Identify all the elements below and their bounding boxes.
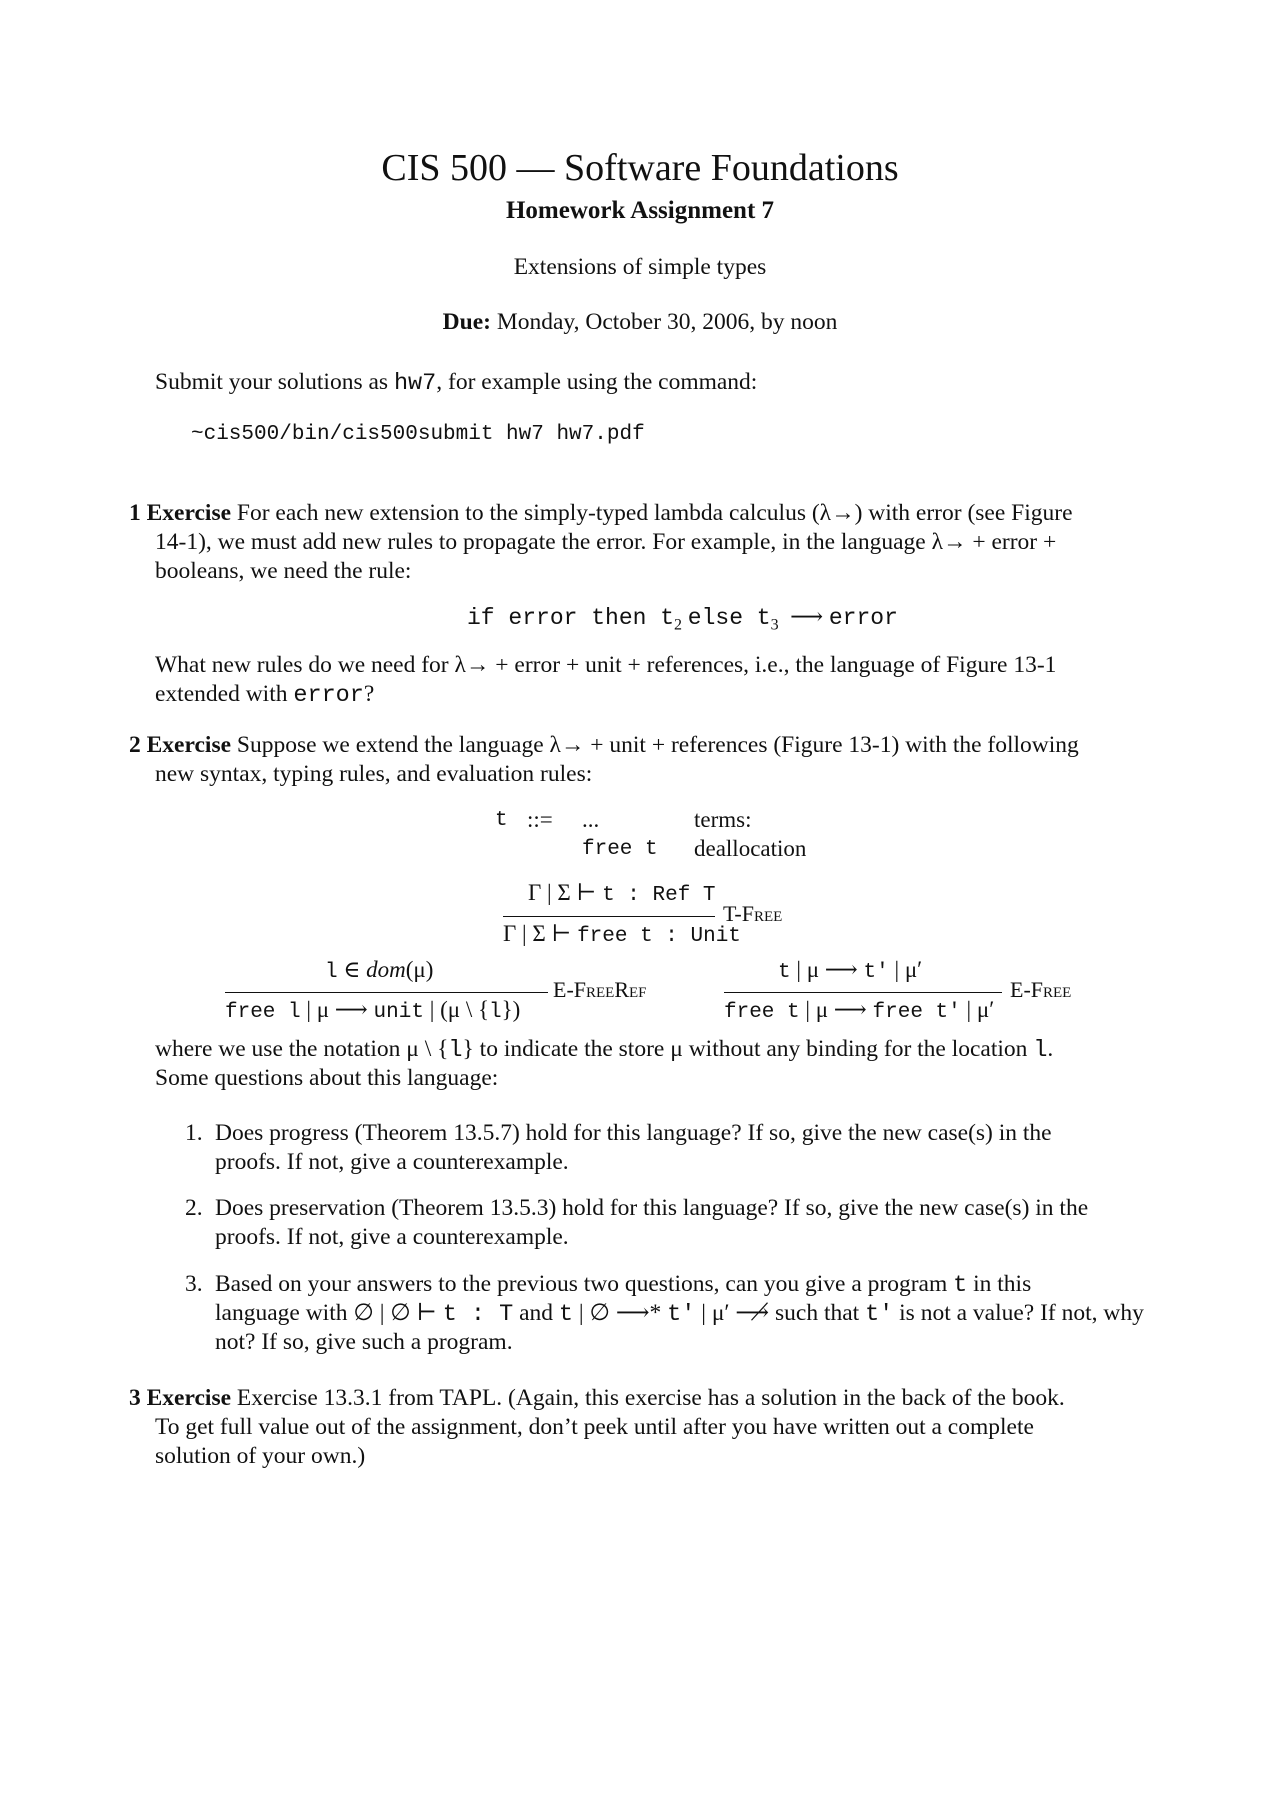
syntax-terms: terms: (694, 807, 752, 832)
exercise-1-question: What new rules do we need for λ→ + error + unit + references, i.e., the language of Figure 13-1 (155, 652, 1057, 678)
due-label: Due: (442, 309, 491, 335)
exercise-1-label: Exercise (146, 500, 232, 526)
inline-code: l (1033, 1037, 1048, 1064)
exercise-1-question (155, 680, 374, 710)
math-code: l (325, 961, 338, 984)
exercise-2-text: Suppose we extend the language λ→ + unit + references (Figure 13-1) with the following (236, 732, 1079, 758)
rule-code: else t (687, 605, 771, 631)
rule-if-error (467, 604, 898, 635)
submit-command: ~cis500/bin/cis500submit hw7 hw7.pdf (191, 423, 645, 446)
math-code: free t (724, 1001, 800, 1024)
math-code: free l (225, 1001, 301, 1024)
math-text: | μ′ (888, 957, 923, 982)
text: where we use the notation μ \ { (155, 1036, 449, 1062)
e-freeref-conclusion (225, 997, 520, 1024)
questions-intro: Some questions about this language: (155, 1065, 499, 1091)
exercise-3-text: solution of your own.) (155, 1443, 366, 1469)
exercise-1-text: For each new extension to the simply-typed lambda calculus (λ→) with error (see Figure (236, 500, 1073, 526)
inline-code: t (558, 1301, 574, 1328)
text: is not a value? If not, why (899, 1300, 1144, 1326)
question-number: 2. (185, 1195, 203, 1221)
document-title: CIS 500 — Software Foundations (381, 147, 899, 189)
question-number: 3. (185, 1271, 203, 1297)
text: } to indicate the store μ without any binding for the location (462, 1036, 1028, 1062)
math-text: | μ ⟶ (300, 997, 374, 1022)
math-code: t : Ref T (602, 884, 716, 907)
inline-code: t : T (442, 1301, 514, 1328)
text: | μ′ ⟶̸ such that (701, 1300, 860, 1326)
e-free-rule-bar (724, 992, 1002, 993)
question-number: 1. (185, 1120, 203, 1146)
exercise-2-text: new syntax, typing rules, and evaluation rules: (155, 761, 593, 787)
e-freeref-rule-name: E-FreeRef (553, 977, 647, 1002)
syntax-t: t (495, 809, 508, 832)
text: . (1047, 1036, 1054, 1062)
document-topic: Extensions of simple types (513, 254, 767, 280)
due-text: Monday, October 30, 2006, by noon (496, 309, 838, 335)
e-free-rule-name: E-Free (1010, 977, 1072, 1002)
exercise-2 (129, 731, 1079, 760)
question-2-text: proofs. If not, give a counterexample. (215, 1224, 569, 1250)
syntax-dots: ... (582, 807, 600, 832)
exercise-1-text: 14-1), we must add new rules to propagate the error. For example, in the language λ→ + error + (155, 529, 1057, 555)
exercise-3-number: 3 (129, 1385, 141, 1411)
question-3-text (215, 1270, 1031, 1300)
text: in this (973, 1271, 1032, 1297)
t-free-premise (528, 880, 716, 907)
submit-code: hw7 (393, 370, 437, 397)
math-text: ∈ (337, 957, 367, 982)
text: and (519, 1300, 554, 1326)
question-1-text: proofs. If not, give a counterexample. (215, 1149, 569, 1175)
e-freeref-rule-bar (225, 992, 548, 993)
text: ? (363, 681, 375, 707)
math-text: | (μ \ { (423, 997, 489, 1022)
exercise-3-label: Exercise (146, 1385, 232, 1411)
t-free-rule-bar (503, 916, 715, 917)
exercise-1-text: booleans, we need the rule: (155, 558, 412, 584)
submit-instructions (155, 368, 757, 398)
syntax-free-t: free t (582, 838, 658, 861)
math-text: | μ ⟶ (790, 957, 864, 982)
submit-text-after: , for example using the command: (436, 369, 758, 395)
exercise-3-text: Exercise 13.3.1 from TAPL. (Again, this exercise has a solution in the back of the book. (236, 1385, 1065, 1411)
question-1-text: Does progress (Theorem 13.5.7) hold for this language? If so, give the new case(s) in the (215, 1120, 1052, 1146)
exercise-1-number: 1 (129, 500, 141, 526)
document-subtitle: Homework Assignment 7 (505, 197, 775, 224)
math-text: }) (501, 997, 521, 1022)
submit-text: Submit your solutions as (155, 369, 389, 395)
math-text: (μ) (405, 957, 434, 982)
question-2-text: Does preservation (Theorem 13.5.3) hold for this language? If so, give the new case(s) in the (215, 1195, 1089, 1221)
question-3-text (215, 1299, 1144, 1329)
math-code: t (778, 961, 791, 984)
math-italic: dom (366, 957, 406, 982)
math-code: free t′ (872, 1001, 961, 1024)
exercise-1 (129, 499, 1159, 528)
e-free-premise (778, 957, 922, 984)
arrow-symbol: ⟶ (790, 604, 824, 629)
exercise-3 (129, 1384, 1065, 1413)
t-free-conclusion (503, 921, 741, 948)
inline-code: error (293, 682, 364, 709)
inline-code: t (953, 1272, 968, 1299)
t-free-rule-name: T-Free (723, 901, 783, 926)
math-code: free t : Unit (577, 925, 741, 948)
math-text: Γ | Σ ⊢ (528, 880, 597, 905)
text: language with ∅ | ∅ ⊢ (215, 1300, 437, 1326)
text: Based on your answers to the previous two questions, can you give a program (215, 1271, 948, 1297)
exercise-2-number: 2 (129, 732, 141, 758)
inline-code: t′ (865, 1301, 894, 1328)
inline-code: t′ (667, 1301, 696, 1328)
text: extended with (155, 681, 288, 707)
rule-code: error (828, 605, 898, 631)
math-text: | μ′ (960, 997, 995, 1022)
math-code: t′ (863, 961, 889, 984)
inline-code: l (448, 1037, 463, 1064)
math-code: l (489, 1001, 502, 1024)
exercise-3-text: To get full value out of the assignment, don’t peek until after you have written out a complete (155, 1414, 1034, 1440)
rule-code: if error then t (467, 605, 675, 631)
exercise-2-label: Exercise (146, 732, 232, 758)
math-text: Γ | Σ ⊢ (503, 921, 572, 946)
notation-explanation (155, 1035, 1053, 1065)
e-freeref-premise (325, 957, 433, 984)
syntax-def: ::= (527, 807, 553, 832)
e-free-conclusion (724, 997, 994, 1024)
rule-subscript: 3 (770, 616, 779, 634)
math-code: unit (373, 1001, 424, 1024)
math-text: | μ ⟶ (799, 997, 873, 1022)
text: | ∅ ⟶* (578, 1300, 668, 1326)
syntax-dealloc: deallocation (694, 836, 807, 861)
due-line (0, 309, 1280, 336)
rule-subscript: 2 (674, 616, 683, 634)
question-3-text: not? If so, give such a program. (215, 1329, 513, 1355)
